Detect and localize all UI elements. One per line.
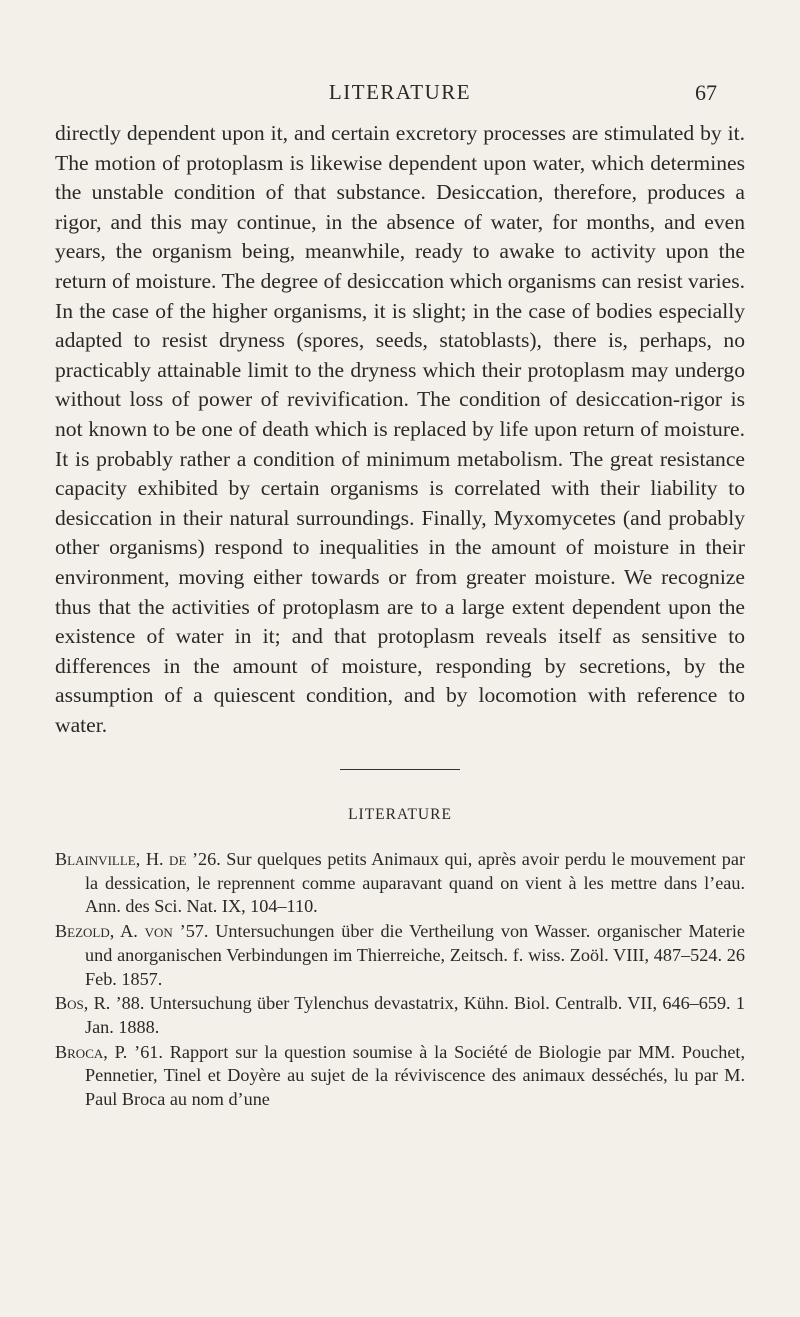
literature-heading: LITERATURE bbox=[348, 806, 452, 823]
body-paragraph: directly dependent upon it, and certain excretory processes are stimulated by it. The motion of protoplasm is likewise dependent upon water, which determines the unstable condition of that substance. Desiccation, therefore, produces a rigor, and this may continue, in the absence of water, for months, and even years, the organism being, meanwhile, ready to awake to activity upon the return of moisture. The degree of desiccation which organisms can resist varies. In the case of the higher organisms, it is slight; in the case of bodies especially adapted to resist dryness (spores, seeds, statoblasts), there is, perhaps, no practicably attainable limit to the dryness which their protoplasm may undergo without loss of power of revivification. The condition of desiccation-rigor is not known to be one of death which is replaced by life upon return of moisture. It is probably rather a condition of minimum metabolism. The great resistance capacity exhibited by certain organisms is correlated with their liability to desiccation in their natural surroundings. Finally, Myxomycetes (and probably other organisms) respond to inequalities in the amount of moisture in their environment, moving either towards or from greater moisture. We recognize thus that the activities of protoplasm are to a large extent dependent upon the existence of water in it; and that protoplasm reveals itself as sensitive to differences in the amount of moisture, responding by secretions, by the assumption of a quiescent condition, and by locomotion with reference to water. bbox=[55, 121, 745, 737]
reference-entry bbox=[55, 848, 745, 919]
reference-text: ’57. Untersuchungen über die Vertheilung von Wasser. organischer Materie und anorganischen Verbindungen im Thierreiche, Zeitsch. f. wiss. Zoöl. VIII, 487–524. 26 Feb. 1857. bbox=[85, 921, 745, 989]
body-text bbox=[55, 119, 745, 740]
section-divider bbox=[340, 769, 460, 770]
reference-author: Blainville, H. de bbox=[55, 849, 187, 869]
reference-text: ’61. Rapport sur la question soumise à la Société de Biologie par MM. Pouchet, Pennetier, Tinel et Doyère au sujet de la réviviscence des animaux desséchés, lu par M. Paul Broca au nom d’une bbox=[85, 1041, 745, 1110]
reference-list bbox=[55, 848, 745, 1113]
reference-entry bbox=[55, 920, 745, 991]
reference-text: ’88. Untersuchung über Tylenchus devastatrix, Kühn. Biol. Centralb. VII, 646–659. 1 Jan. 1888. bbox=[85, 993, 745, 1037]
page-number: 67 bbox=[695, 80, 717, 105]
running-head: LITERATURE bbox=[328, 80, 472, 104]
reference-author: Bezold, A. von bbox=[55, 921, 173, 942]
reference-text: ’26. Sur quelques petits Animaux qui, après avoir perdu le mouvement par la dessication, le reprennent comme auparavant quand on vient à les mettre dans l’eau. Ann. des Sci. Nat. IX, 104–110. bbox=[85, 849, 745, 917]
reference-author: Bos, R. bbox=[55, 993, 111, 1014]
reference-author: Broca, P. bbox=[55, 1041, 128, 1062]
reference-entry bbox=[55, 1041, 745, 1112]
page-header bbox=[0, 80, 800, 110]
reference-entry bbox=[55, 992, 745, 1039]
